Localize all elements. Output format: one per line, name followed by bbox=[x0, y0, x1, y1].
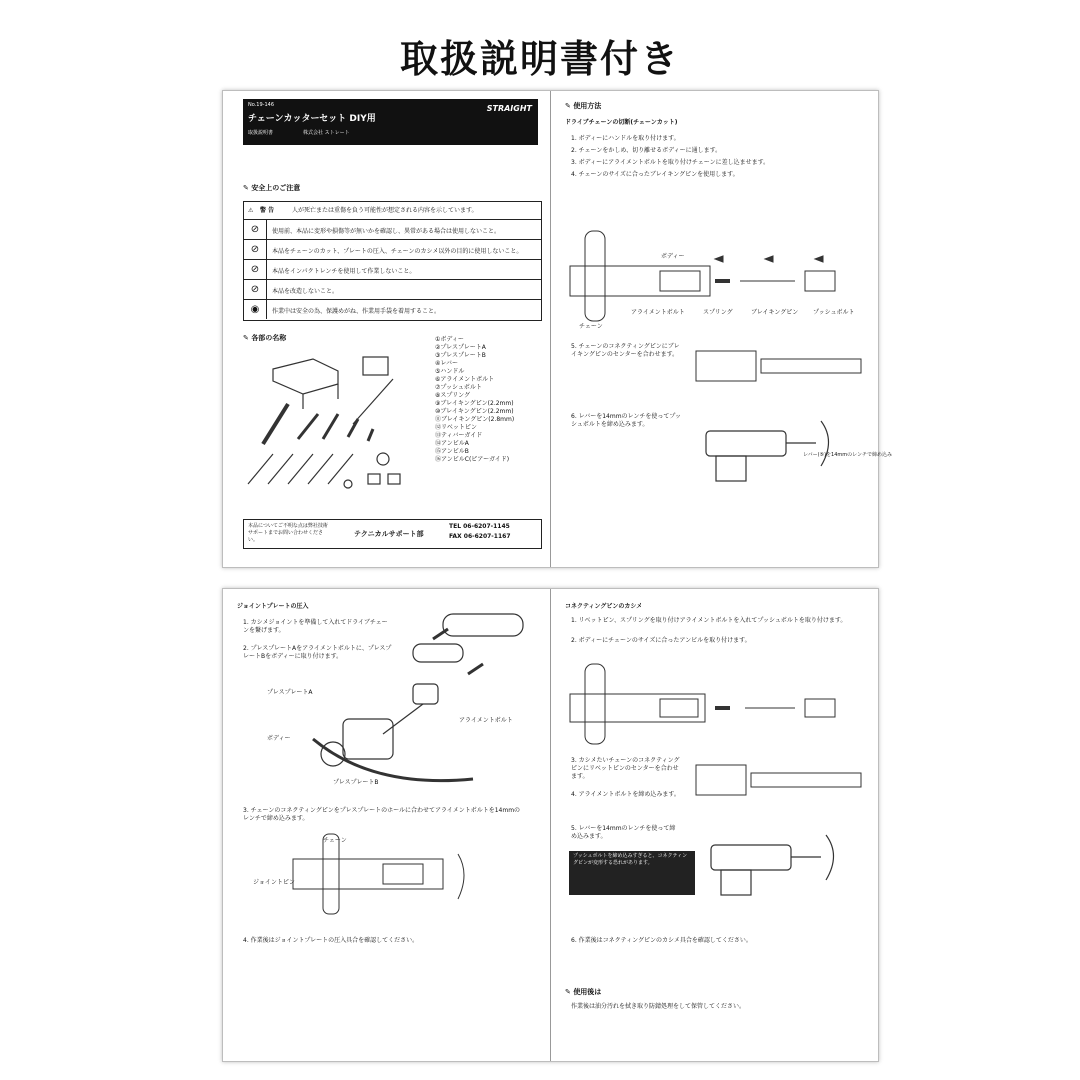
list-item: ⑫リベットピン bbox=[435, 424, 477, 431]
support-box bbox=[243, 519, 542, 549]
list-item: 6. レバーを14mmのレンチを使ってプッシュボルトを締め込みます。 bbox=[571, 413, 681, 428]
joint-plate-diagram bbox=[403, 609, 533, 679]
joint-press-diagram bbox=[263, 679, 503, 799]
manual-page-4 bbox=[551, 589, 878, 1061]
warning-row: ◉ 作業中は安全の為、保護めがね、作業用手袋を着用すること。 bbox=[244, 299, 541, 319]
diagram-label: プレスプレートB bbox=[333, 779, 379, 786]
usage-heading: ✎ 使用方法 bbox=[565, 102, 602, 110]
diagram-label: ボディー bbox=[661, 253, 685, 260]
prohibit-icon: ⊘ bbox=[244, 220, 267, 239]
list-item: 2. プレスプレートAをアライメントボルトに、プレスプレートBをボディーに取り付けます。 bbox=[243, 645, 392, 660]
storage-heading: ✎ 使用後は bbox=[565, 988, 602, 996]
warning-row: ⊘ 本品をチェーンのカット、プレートの圧入、チェーンのカシメ以外の目的に使用しないこと。 bbox=[244, 239, 541, 259]
company-label: 株式会社 ストレート bbox=[303, 130, 350, 136]
list-item: 1. カシメジョイントを準備して入れてドライブチェーンを繋げます。 bbox=[243, 619, 388, 634]
list-item: ⑬ティバーガイド bbox=[435, 432, 483, 439]
diagram-label: ブレイキングピン bbox=[751, 309, 799, 316]
safety-heading: ✎ 安全上のご注意 bbox=[243, 184, 301, 192]
rivet-heading: コネクティングピンのカシメ bbox=[565, 603, 643, 610]
list-item: ⑦プッシュボルト bbox=[435, 384, 482, 391]
list-item: ⑩ブレイキングピン(2.2mm) bbox=[435, 408, 514, 415]
parts-illustration bbox=[243, 349, 428, 509]
list-item: 1. リベットピン、スプリングを取り付けアライメントボルトを入れてプッシュボルトを取り付けます。 bbox=[571, 617, 847, 624]
manual-page-1 bbox=[223, 91, 550, 567]
list-item: 4. アライメントボルトを締め込みます。 bbox=[571, 791, 680, 798]
diagram-label: ジョイントピン bbox=[253, 879, 295, 886]
warning-title: 警 告 bbox=[260, 207, 275, 214]
diagram-label: チェーン bbox=[323, 837, 347, 844]
warning-lead: 人が死亡または重傷を負う可能性が想定される内容を示しています。 bbox=[292, 207, 478, 214]
list-item: ⑨ブレイキングピン(2.2mm) bbox=[435, 400, 514, 407]
model-number: No.19-146 bbox=[248, 102, 275, 108]
page-title: 取扱説明書付き bbox=[399, 37, 680, 81]
list-item: ⑭アンビルA bbox=[435, 440, 469, 447]
doc-type: 取扱説明書 bbox=[248, 130, 274, 136]
storage-text: 作業後は油分汚れを拭き取り防錆処理をして保管してください。 bbox=[571, 1003, 746, 1010]
diagram-label: ボディー bbox=[267, 735, 291, 742]
pin-alignment-diagram bbox=[691, 341, 871, 391]
list-item: ⑥アライメントボルト bbox=[435, 376, 495, 383]
list-item: ⑤ハンドル bbox=[435, 368, 465, 375]
manual-page-3 bbox=[223, 589, 550, 1061]
prohibit-icon: ⊘ bbox=[244, 260, 267, 279]
support-note: 本品についてご不明な点は弊社技術サポートまでお問い合わせください。 bbox=[248, 523, 328, 543]
goggles-icon: ◉ bbox=[244, 300, 267, 319]
warning-title-row bbox=[244, 202, 541, 219]
joint-heading: ジョイントプレートの圧入 bbox=[237, 603, 309, 610]
diagram-label: スプリング bbox=[703, 309, 733, 316]
prohibit-icon: ⊘ bbox=[244, 240, 267, 259]
rivet-warning: プッシュボルトを締め込みすぎると、コネクティングピンが変形する恐れがあります。 bbox=[569, 851, 695, 895]
list-item: 4. 作業後はジョイントプレートの圧入具合を確認してください。 bbox=[243, 937, 419, 944]
list-item: ⑯アンビルC(ピアーガイド) bbox=[435, 456, 510, 463]
list-item: 2. ボディーにチェーンのサイズに合ったアンビルを取り付けます。 bbox=[571, 637, 751, 644]
parts-heading: ✎ 各部の名称 bbox=[243, 334, 287, 342]
brand-logo: STRAIGHT bbox=[486, 104, 532, 113]
list-item: 1. ボディーにハンドルを取り付けます。 bbox=[571, 135, 680, 142]
list-item: 5. チェーンのコネクティングピンにブレイキングピンのセンターを合わせます。 bbox=[571, 343, 680, 358]
list-item: 6. 作業後はコネクティングピンのカシメ具合を確認してください。 bbox=[571, 937, 752, 944]
warning-table bbox=[243, 201, 542, 321]
list-item: ④レバー bbox=[435, 360, 458, 367]
list-item: ①ボディー bbox=[435, 336, 464, 343]
warning-row: ⊘ 使用前、本品に変形や損傷等が無いかを確認し、異常がある場合は使用しないこと。 bbox=[244, 219, 541, 239]
support-tel: TEL 06-6207-1145 bbox=[449, 523, 510, 530]
product-name: チェーンカッターセット DIY用 bbox=[248, 114, 376, 124]
list-item: ⑧スプリング bbox=[435, 392, 471, 399]
manual-page-2 bbox=[551, 91, 893, 567]
support-fax: FAX 06-6207-1167 bbox=[449, 533, 511, 540]
diagram-label: アライメントボルト bbox=[631, 309, 685, 316]
list-item: ⑮アンビルB bbox=[435, 448, 469, 455]
rivet-lever-diagram bbox=[701, 825, 851, 905]
list-item: ⑪ブレイキングピン(2.8mm) bbox=[435, 416, 515, 423]
list-item: 4. チェーンのサイズに合ったブレイキングピンを使用します。 bbox=[571, 171, 739, 178]
warning-row: ⊘ 本品を改造しないこと。 bbox=[244, 279, 541, 299]
list-item: 2. チェーンをかしめ、切り離せるボディーに通します。 bbox=[571, 147, 722, 154]
list-item: 3. ボディーにアライメントボルトを取り付けチェーンに差し込ませます。 bbox=[571, 159, 770, 166]
warning-icon: ⚠ bbox=[248, 207, 254, 214]
diagram-label: プレスプレートA bbox=[267, 689, 313, 696]
cut-heading: ドライブチェーンの切断(チェーンカット) bbox=[565, 119, 678, 126]
diagram-label: チェーン bbox=[579, 323, 603, 330]
list-item: ③プレスプレートB bbox=[435, 352, 486, 359]
list-item: 3. カシメたいチェーンのコネクティングピンにリベットピンのセンターを合わせます。 bbox=[571, 757, 680, 780]
manual-spread-top bbox=[222, 90, 893, 568]
diagram-label: アライメントボルト bbox=[459, 717, 513, 724]
rivet-exploded-diagram bbox=[565, 659, 865, 749]
diagram-label: プッシュボルト bbox=[813, 309, 855, 316]
support-department: テクニカルサポート部 bbox=[354, 530, 424, 538]
parts-list bbox=[435, 336, 514, 464]
list-item: ②プレスプレートA bbox=[435, 344, 486, 351]
prohibit-icon: ⊘ bbox=[244, 280, 267, 299]
product-header bbox=[243, 99, 538, 145]
rivet-alignment-diagram bbox=[691, 757, 871, 807]
warning-row: ⊘ 本品をインパクトレンチを使用して作業しないこと。 bbox=[244, 259, 541, 279]
joint-section-diagram bbox=[253, 829, 473, 919]
lever-note: レバー(⑤)を14mmのレンチで締め込み bbox=[803, 452, 893, 458]
list-item: 3. チェーンのコネクティングピンをプレスプレートのホールに合わせてアライメントボルトを14mmのレンチで締め込みます。 bbox=[243, 807, 521, 822]
list-item: 5. レバーを14mmのレンチを使って締め込みます。 bbox=[571, 825, 676, 840]
manual-spread-bottom bbox=[222, 588, 879, 1062]
